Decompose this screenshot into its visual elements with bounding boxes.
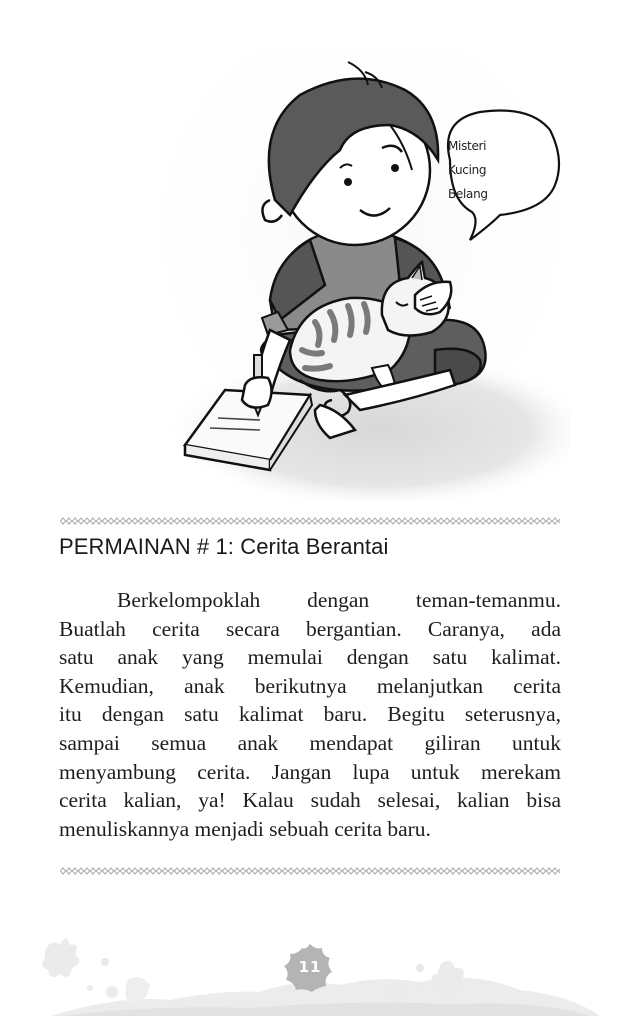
diamond-divider-top bbox=[60, 517, 560, 525]
body-paragraph bbox=[59, 586, 561, 843]
body-line: menyambung cerita. Jangan lupa untuk merekam bbox=[59, 759, 561, 784]
body-line: satu anak yang memulai dengan satu kalimat. bbox=[59, 645, 561, 670]
speech-line: Kucing bbox=[448, 163, 487, 177]
body-line: Kemudian, anak berikutnya melanjutkan cerita bbox=[59, 673, 561, 698]
body-line: menuliskannya menjadi sebuah cerita baru. bbox=[59, 816, 431, 841]
body-line: Buatlah cerita secara bergantian. Caranya, ada bbox=[59, 616, 561, 641]
body-line: sampai semua anak mendapat giliran untuk bbox=[59, 730, 561, 755]
body-line: Berkelompoklah dengan teman-temanmu. bbox=[117, 588, 561, 612]
page-number: 11 bbox=[298, 958, 322, 976]
speech-line: Misteri bbox=[448, 139, 487, 153]
speech-line: Belang bbox=[448, 187, 488, 201]
body-line: cerita kalian, ya! Kalau sudah selesai, kalian bisa bbox=[59, 788, 561, 813]
section-title: PERMAINAN # 1: Cerita Berantai bbox=[59, 534, 389, 559]
speech-bubble-text bbox=[448, 134, 508, 206]
diamond-divider-bottom bbox=[60, 867, 560, 875]
boy-with-cat-illustration bbox=[150, 50, 570, 500]
body-line: itu dengan satu kalimat baru. Begitu seterusnya, bbox=[59, 702, 561, 727]
